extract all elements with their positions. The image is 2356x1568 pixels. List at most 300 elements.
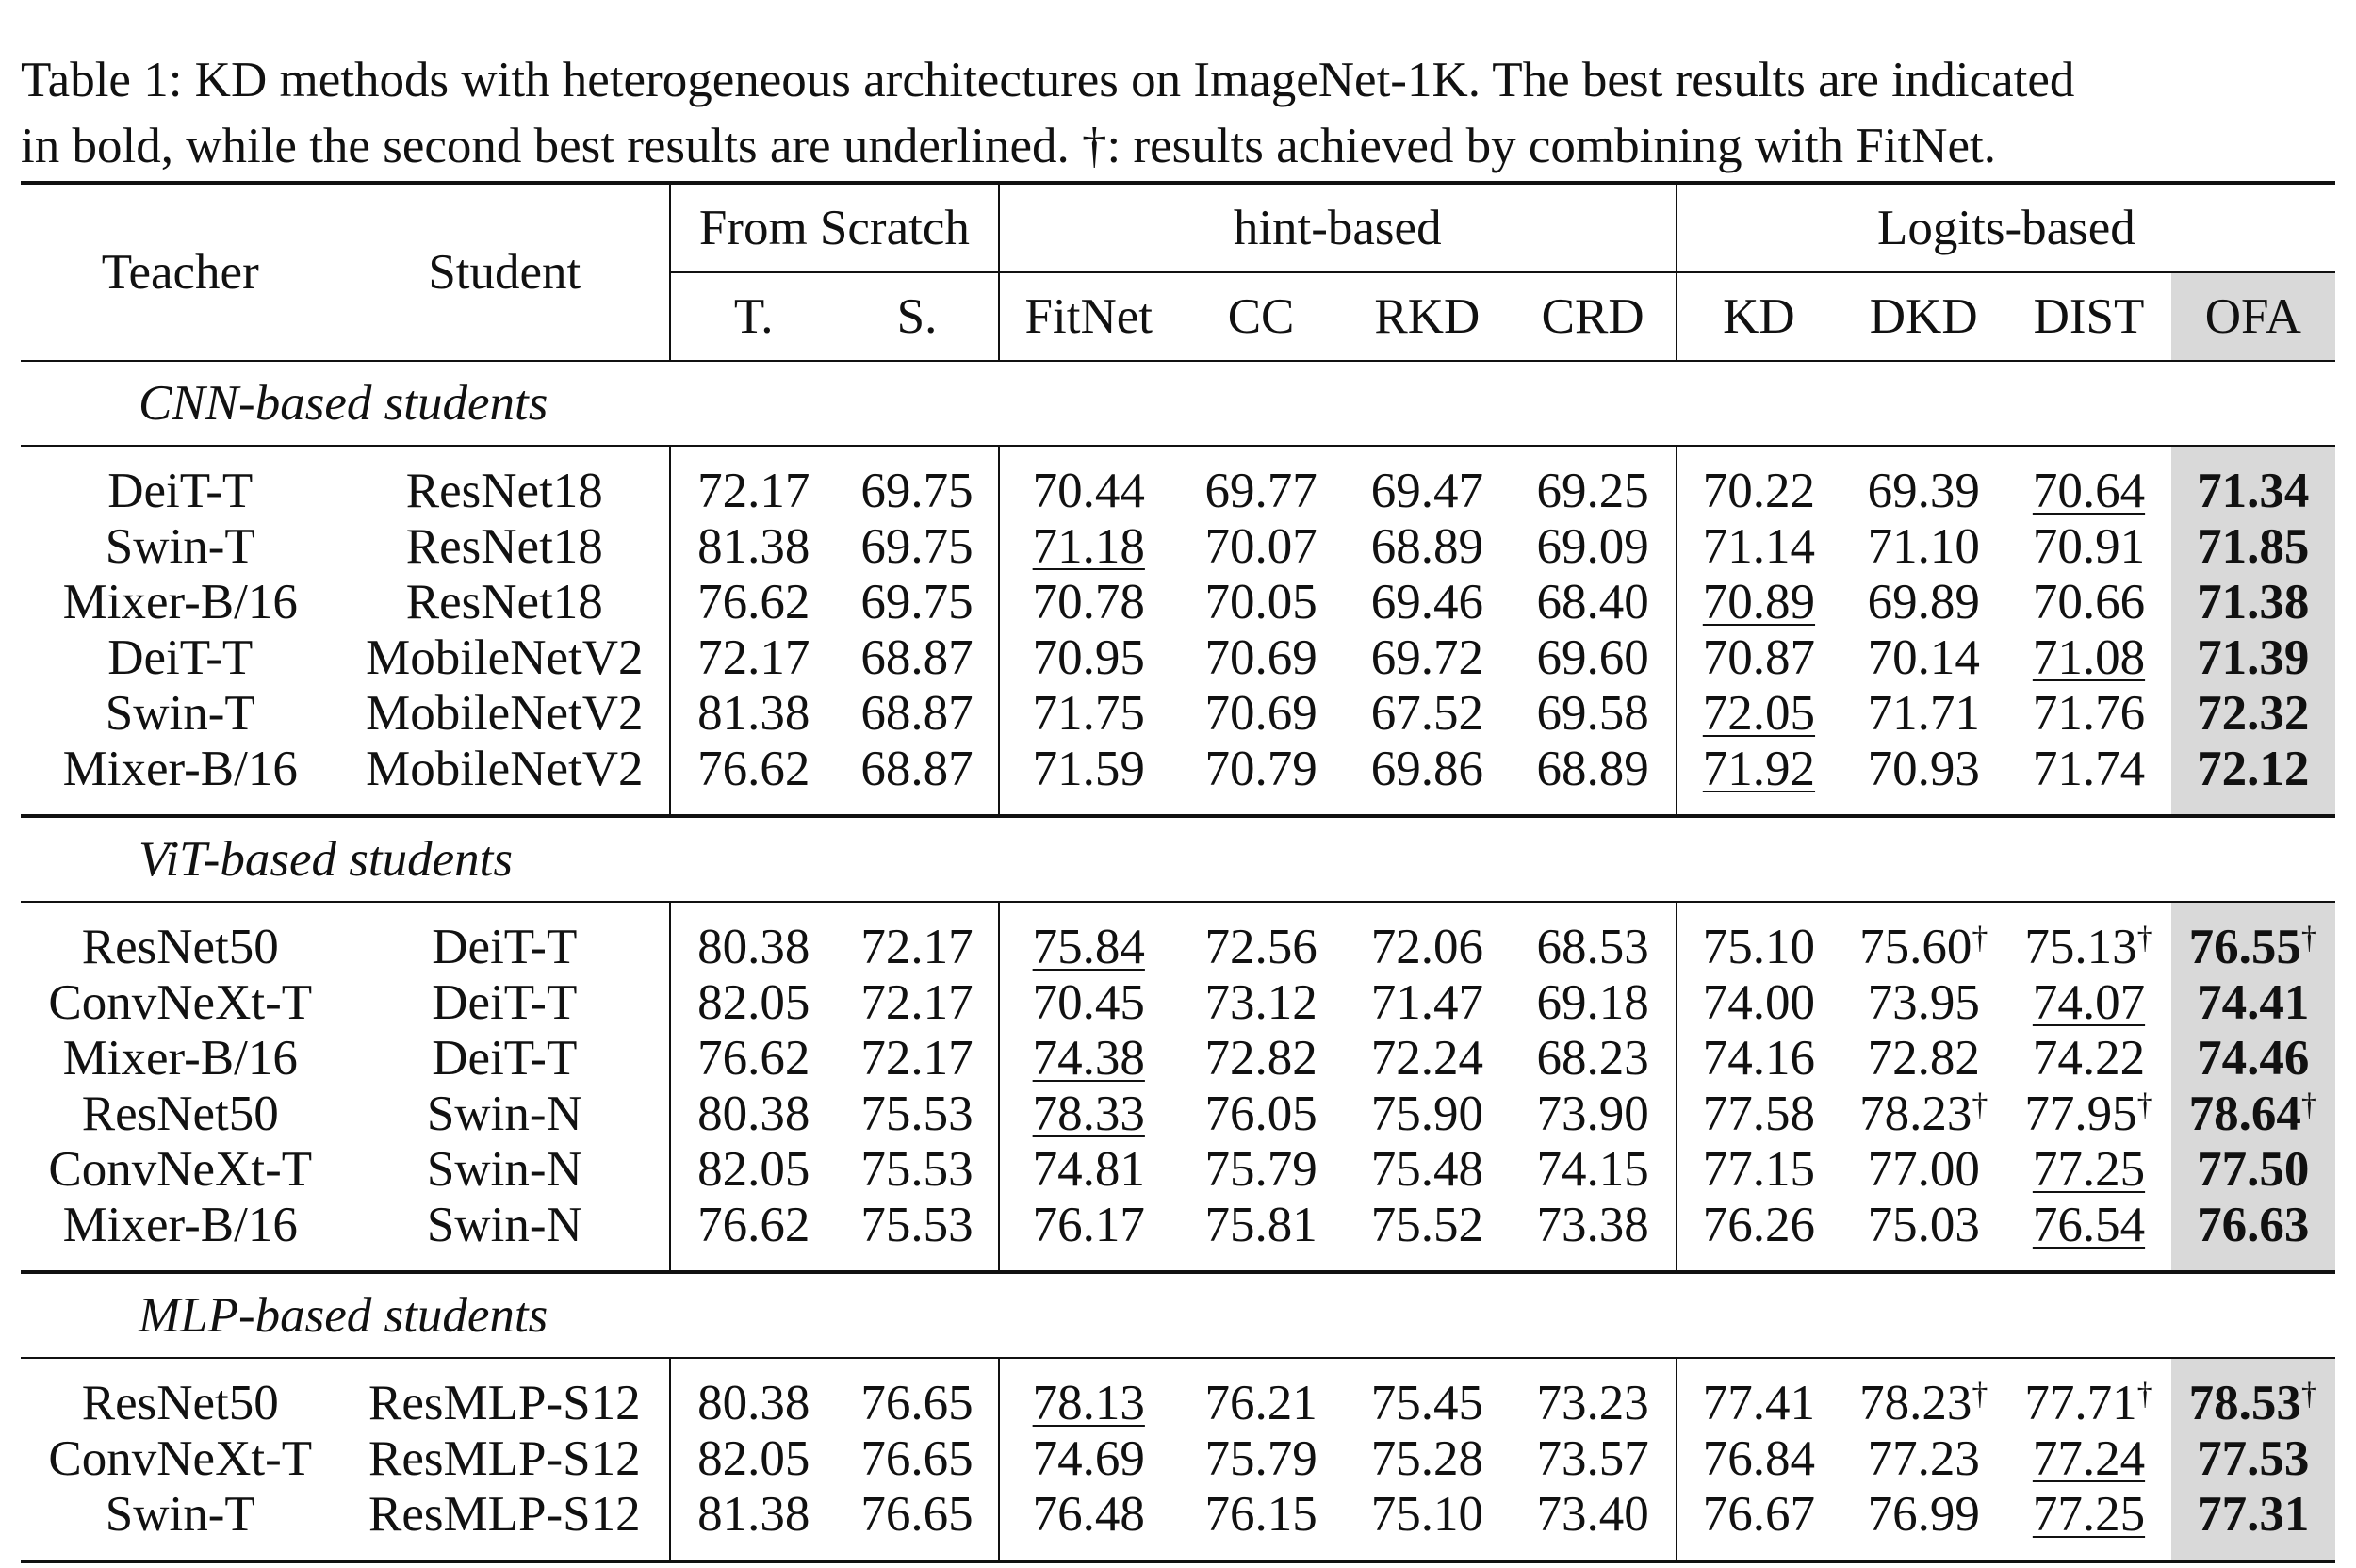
value-cell [1344, 742, 1510, 797]
value-cell [1677, 464, 1841, 519]
table-row [21, 464, 2335, 519]
value-text: 77.24 [2032, 1431, 2146, 1486]
value-cell [1178, 1086, 1344, 1142]
value-text: 71.10 [1867, 519, 1980, 574]
value-cell [670, 1376, 836, 1431]
value-cell [1677, 1142, 1841, 1198]
value-text: 68.53 [1536, 920, 1649, 974]
value-text: 76.21 [1204, 1376, 1317, 1430]
dagger-mark: † [1972, 1087, 1988, 1122]
value-cell [1344, 975, 1510, 1031]
value-text: 75.53 [860, 1086, 973, 1141]
value-text: 70.64 [2032, 464, 2146, 518]
value-text: 69.75 [860, 464, 973, 518]
value-cell [999, 975, 1178, 1031]
value-text: 68.87 [860, 630, 973, 685]
value-cell [1510, 742, 1676, 797]
ofa-value-cell [2171, 920, 2335, 975]
value-text: 82.05 [697, 975, 810, 1030]
value-cell [1178, 920, 1344, 975]
value-cell [1841, 1198, 2006, 1253]
dagger-mark: † [2136, 1377, 2153, 1412]
value-cell [999, 742, 1178, 797]
value-text: 69.47 [1370, 464, 1483, 518]
table-row [21, 1376, 2335, 1431]
value-text: 75.53 [860, 1142, 973, 1197]
teacher-cell: DeiT-T [107, 630, 254, 685]
teacher-cell: ResNet50 [81, 920, 279, 974]
value-text: 74.41 [2197, 975, 2310, 1030]
value-cell [2006, 519, 2170, 575]
value-cell [836, 686, 998, 742]
value-cell [1677, 686, 1841, 742]
value-cell [2006, 1086, 2170, 1142]
value-cell [1510, 464, 1676, 519]
ofa-value-cell [2171, 630, 2335, 686]
value-text: 71.38 [2197, 575, 2310, 629]
table-row [21, 630, 2335, 686]
col-header: S. [836, 272, 998, 361]
student-cell: ResNet18 [405, 519, 603, 574]
value-cell [1344, 1086, 1510, 1142]
value-text: 75.53 [860, 1198, 973, 1252]
teacher-cell: Swin-T [105, 1487, 255, 1542]
value-cell [836, 742, 998, 797]
value-text: 74.46 [2197, 1031, 2310, 1086]
value-cell [1510, 630, 1676, 686]
value-text: 77.50 [2197, 1142, 2310, 1197]
ofa-value-cell [2171, 1487, 2335, 1543]
value-cell [2006, 742, 2170, 797]
value-text: 75.45 [1370, 1376, 1483, 1430]
col-header: RKD [1344, 272, 1510, 361]
col-header: DKD [1841, 272, 2006, 361]
value-text: 70.69 [1204, 686, 1317, 741]
value-cell [1178, 742, 1344, 797]
value-text: 72.06 [1370, 920, 1483, 974]
value-cell [1841, 1431, 2006, 1487]
value-cell [1677, 920, 1841, 975]
value-text: 72.17 [860, 975, 973, 1030]
value-text: 76.48 [1032, 1487, 1145, 1542]
value-text: 70.22 [1702, 464, 1816, 518]
dagger-mark: † [2300, 921, 2317, 956]
value-text: 71.14 [1702, 519, 1816, 574]
value-cell [2006, 1376, 2170, 1431]
value-text: 75.13 [2024, 920, 2137, 974]
value-cell [2006, 1031, 2170, 1086]
value-cell [670, 1086, 836, 1142]
value-text: 74.38 [1032, 1031, 1145, 1086]
value-cell [1677, 630, 1841, 686]
value-text: 74.00 [1702, 975, 1816, 1030]
student-cell: MobileNetV2 [366, 742, 644, 796]
value-cell [1178, 1142, 1344, 1198]
value-cell [1178, 1487, 1344, 1543]
col-header: CC [1178, 272, 1344, 361]
value-cell [1841, 920, 2006, 975]
value-cell [1677, 1487, 1841, 1543]
value-cell [1178, 575, 1344, 630]
teacher-cell: ConvNeXt-T [48, 1431, 313, 1486]
value-text: 80.38 [697, 1376, 810, 1430]
value-text: 73.95 [1867, 975, 1980, 1030]
section-label: MLP-based students [21, 1272, 2335, 1358]
value-text: 75.79 [1204, 1142, 1317, 1197]
table-row [21, 519, 2335, 575]
value-cell [1178, 1031, 1344, 1086]
value-cell [1510, 1376, 1676, 1431]
value-cell [999, 1431, 1178, 1487]
teacher-cell: ConvNeXt-T [48, 975, 313, 1030]
teacher-cell: ResNet50 [81, 1086, 279, 1141]
value-text: 71.85 [2197, 519, 2310, 574]
table-row [21, 1431, 2335, 1487]
value-text: 67.52 [1370, 686, 1483, 741]
value-text: 76.65 [860, 1376, 973, 1430]
value-text: 75.60 [1859, 920, 1972, 974]
value-text: 68.89 [1536, 742, 1649, 796]
value-cell [836, 1198, 998, 1253]
ofa-value-cell [2171, 1431, 2335, 1487]
ofa-value-cell [2171, 1198, 2335, 1253]
value-cell [1344, 686, 1510, 742]
value-text: 80.38 [697, 1086, 810, 1141]
value-text: 78.64 [2188, 1086, 2301, 1141]
value-cell [1677, 975, 1841, 1031]
table-row [21, 975, 2335, 1031]
value-text: 82.05 [697, 1431, 810, 1486]
value-text: 82.05 [697, 1142, 810, 1197]
value-text: 70.89 [1702, 575, 1816, 629]
section-label: CNN-based students [21, 361, 2335, 446]
value-text: 74.15 [1536, 1142, 1649, 1197]
value-text: 68.89 [1370, 519, 1483, 574]
value-cell [836, 920, 998, 975]
value-cell [1344, 920, 1510, 975]
value-cell [1510, 1487, 1676, 1543]
dagger-mark: † [1972, 1377, 1988, 1412]
value-text: 76.62 [697, 575, 810, 629]
value-text: 70.87 [1702, 630, 1816, 685]
value-text: 81.38 [697, 1487, 810, 1542]
value-text: 69.75 [860, 575, 973, 629]
value-cell [836, 1031, 998, 1086]
value-cell [2006, 1431, 2170, 1487]
value-cell [836, 1376, 998, 1431]
dagger-mark: † [2136, 921, 2153, 956]
student-cell: ResMLP-S12 [368, 1376, 641, 1430]
table-caption [21, 47, 2339, 179]
value-text: 72.82 [1204, 1031, 1317, 1086]
value-cell [670, 1487, 836, 1543]
value-text: 76.05 [1204, 1086, 1317, 1141]
results-table [21, 181, 2335, 1563]
value-cell [999, 1198, 1178, 1253]
value-text: 80.38 [697, 920, 810, 974]
value-text: 69.25 [1536, 464, 1649, 518]
value-cell [670, 575, 836, 630]
student-cell: ResNet18 [405, 464, 603, 518]
value-text: 75.10 [1370, 1487, 1483, 1542]
value-cell [1841, 742, 2006, 797]
value-text: 72.24 [1370, 1031, 1483, 1086]
value-cell [1841, 1142, 2006, 1198]
student-cell: Swin-N [426, 1142, 582, 1197]
value-text: 75.28 [1370, 1431, 1483, 1486]
value-cell [999, 1031, 1178, 1086]
student-cell: MobileNetV2 [366, 630, 644, 685]
value-cell [1178, 975, 1344, 1031]
col-header: KD [1677, 272, 1841, 361]
table-row [21, 1031, 2335, 1086]
value-cell [1344, 1198, 1510, 1253]
value-text: 77.95 [2024, 1086, 2137, 1141]
value-text: 77.41 [1702, 1376, 1816, 1430]
value-text: 69.75 [860, 519, 973, 574]
value-text: 70.14 [1867, 630, 1980, 685]
value-text: 78.23 [1859, 1376, 1972, 1430]
teacher-cell: Mixer-B/16 [62, 1198, 298, 1252]
value-text: 71.74 [2032, 742, 2146, 796]
caption-line-2: in bold, while the second best results are underlined. †: results achieved by combining with FitNet. [21, 119, 1997, 173]
value-cell [836, 1142, 998, 1198]
value-text: 73.57 [1536, 1431, 1649, 1486]
value-cell [1510, 519, 1676, 575]
value-cell [1677, 1431, 1841, 1487]
value-cell [999, 1086, 1178, 1142]
value-text: 71.18 [1032, 519, 1145, 574]
value-cell [1841, 1376, 2006, 1431]
value-text: 77.00 [1867, 1142, 1980, 1197]
value-cell [1344, 1431, 1510, 1487]
value-cell [1178, 1376, 1344, 1431]
teacher-cell: Mixer-B/16 [62, 575, 298, 629]
value-cell [1344, 630, 1510, 686]
value-cell [836, 975, 998, 1031]
table-row [21, 686, 2335, 742]
value-cell [2006, 464, 2170, 519]
value-cell [670, 630, 836, 686]
value-text: 73.23 [1536, 1376, 1649, 1430]
student-cell: ResNet18 [405, 575, 603, 629]
value-text: 76.99 [1867, 1487, 1980, 1542]
value-cell [1841, 686, 2006, 742]
value-cell [999, 1487, 1178, 1543]
value-cell [1841, 630, 2006, 686]
value-cell [2006, 686, 2170, 742]
value-cell [1677, 1376, 1841, 1431]
value-cell [670, 686, 836, 742]
value-cell [999, 920, 1178, 975]
value-text: 71.75 [1032, 686, 1145, 741]
value-text: 76.63 [2197, 1198, 2310, 1252]
value-text: 70.95 [1032, 630, 1145, 685]
dagger-mark: † [2300, 1087, 2317, 1122]
section-label: ViT-based students [21, 816, 2335, 902]
value-cell [1841, 519, 2006, 575]
value-text: 74.07 [2032, 975, 2146, 1030]
value-text: 75.84 [1032, 920, 1145, 974]
value-text: 69.18 [1536, 975, 1649, 1030]
value-cell [1178, 1198, 1344, 1253]
value-cell [999, 630, 1178, 686]
value-cell [1178, 630, 1344, 686]
value-cell [2006, 920, 2170, 975]
table-row [21, 1487, 2335, 1543]
value-text: 68.87 [860, 686, 973, 741]
value-cell [1841, 1487, 2006, 1543]
table-row [21, 742, 2335, 797]
col-header: CRD [1510, 272, 1676, 361]
table-row [21, 920, 2335, 975]
value-text: 71.71 [1867, 686, 1980, 741]
dagger-mark: † [1972, 921, 1988, 956]
value-cell [1344, 519, 1510, 575]
value-text: 73.12 [1204, 975, 1317, 1030]
value-text: 70.07 [1204, 519, 1317, 574]
table-row [21, 1198, 2335, 1253]
value-text: 78.53 [2188, 1376, 2301, 1430]
value-text: 71.08 [2032, 630, 2146, 685]
value-cell [1510, 1031, 1676, 1086]
value-text: 78.13 [1032, 1376, 1145, 1430]
value-cell [2006, 1142, 2170, 1198]
value-text: 70.93 [1867, 742, 1980, 796]
value-text: 70.79 [1204, 742, 1317, 796]
value-text: 81.38 [697, 519, 810, 574]
ofa-value-cell [2171, 1376, 2335, 1431]
value-cell [1178, 686, 1344, 742]
value-cell [1510, 1431, 1676, 1487]
value-cell [836, 630, 998, 686]
caption-line-1: Table 1: KD methods with heterogeneous architectures on ImageNet-1K. The best results are indicated [21, 53, 2075, 107]
header-student: Student [340, 183, 671, 361]
value-text: 73.40 [1536, 1487, 1649, 1542]
col-header: DIST [2006, 272, 2170, 361]
value-text: 74.81 [1032, 1142, 1145, 1197]
value-cell [1510, 920, 1676, 975]
value-text: 77.23 [1867, 1431, 1980, 1486]
value-cell [1677, 1198, 1841, 1253]
table-row [21, 1142, 2335, 1198]
table-row [21, 1086, 2335, 1142]
student-cell: Swin-N [426, 1086, 582, 1141]
col-header: FitNet [999, 272, 1178, 361]
value-cell [1841, 1086, 2006, 1142]
ofa-value-cell [2171, 686, 2335, 742]
value-cell [1677, 519, 1841, 575]
ofa-value-cell [2171, 742, 2335, 797]
value-cell [670, 1431, 836, 1487]
value-text: 70.45 [1032, 975, 1145, 1030]
value-text: 72.56 [1204, 920, 1317, 974]
value-text: 76.65 [860, 1487, 973, 1542]
value-text: 69.89 [1867, 575, 1980, 629]
value-cell [1510, 1198, 1676, 1253]
value-text: 75.52 [1370, 1198, 1483, 1252]
value-cell [670, 1031, 836, 1086]
ofa-value-cell [2171, 575, 2335, 630]
header-group-from-scratch: From Scratch [670, 183, 999, 272]
value-text: 76.62 [697, 742, 810, 796]
teacher-cell: ConvNeXt-T [48, 1142, 313, 1197]
value-cell [1510, 1142, 1676, 1198]
value-text: 69.86 [1370, 742, 1483, 796]
value-text: 68.23 [1536, 1031, 1649, 1086]
value-text: 71.59 [1032, 742, 1145, 796]
value-text: 72.82 [1867, 1031, 1980, 1086]
value-cell [1677, 742, 1841, 797]
value-cell [2006, 575, 2170, 630]
value-cell [1344, 575, 1510, 630]
value-text: 74.22 [2032, 1031, 2146, 1086]
value-text: 75.90 [1370, 1086, 1483, 1141]
value-text: 77.58 [1702, 1086, 1816, 1141]
value-cell [1841, 975, 2006, 1031]
ofa-value-cell [2171, 464, 2335, 519]
teacher-cell: Swin-T [105, 686, 255, 741]
teacher-cell: Swin-T [105, 519, 255, 574]
value-text: 72.05 [1702, 686, 1816, 741]
value-text: 74.69 [1032, 1431, 1145, 1486]
teacher-cell: DeiT-T [107, 464, 254, 518]
value-text: 69.77 [1204, 464, 1317, 518]
student-cell: DeiT-T [432, 975, 578, 1030]
value-text: 76.84 [1702, 1431, 1816, 1486]
value-text: 77.53 [2197, 1431, 2310, 1486]
value-text: 75.48 [1370, 1142, 1483, 1197]
value-text: 77.25 [2032, 1487, 2146, 1542]
value-cell [2006, 630, 2170, 686]
value-text: 70.66 [2032, 575, 2146, 629]
value-cell [670, 519, 836, 575]
value-text: 78.23 [1859, 1086, 1972, 1141]
value-text: 76.55 [2188, 920, 2301, 974]
value-cell [1677, 575, 1841, 630]
value-text: 75.10 [1702, 920, 1816, 974]
value-cell [999, 1376, 1178, 1431]
student-cell: Swin-N [426, 1198, 582, 1252]
value-cell [836, 1086, 998, 1142]
value-text: 69.39 [1867, 464, 1980, 518]
value-text: 71.76 [2032, 686, 2146, 741]
value-text: 77.15 [1702, 1142, 1816, 1197]
value-text: 76.15 [1204, 1487, 1317, 1542]
value-cell [836, 519, 998, 575]
col-header: T. [670, 272, 836, 361]
teacher-cell: Mixer-B/16 [62, 742, 298, 796]
value-text: 75.79 [1204, 1431, 1317, 1486]
value-cell [670, 742, 836, 797]
value-cell [1344, 1487, 1510, 1543]
value-cell [1344, 464, 1510, 519]
value-cell [836, 464, 998, 519]
value-cell [670, 1142, 836, 1198]
value-text: 71.34 [2197, 464, 2310, 518]
value-cell [999, 1142, 1178, 1198]
student-cell: DeiT-T [432, 1031, 578, 1086]
value-cell [836, 1431, 998, 1487]
value-text: 71.92 [1702, 742, 1816, 796]
value-text: 70.91 [2032, 519, 2146, 574]
value-text: 71.47 [1370, 975, 1483, 1030]
student-cell: MobileNetV2 [366, 686, 644, 741]
value-cell [999, 686, 1178, 742]
value-cell [670, 920, 836, 975]
value-cell [1677, 1031, 1841, 1086]
ofa-value-cell [2171, 519, 2335, 575]
